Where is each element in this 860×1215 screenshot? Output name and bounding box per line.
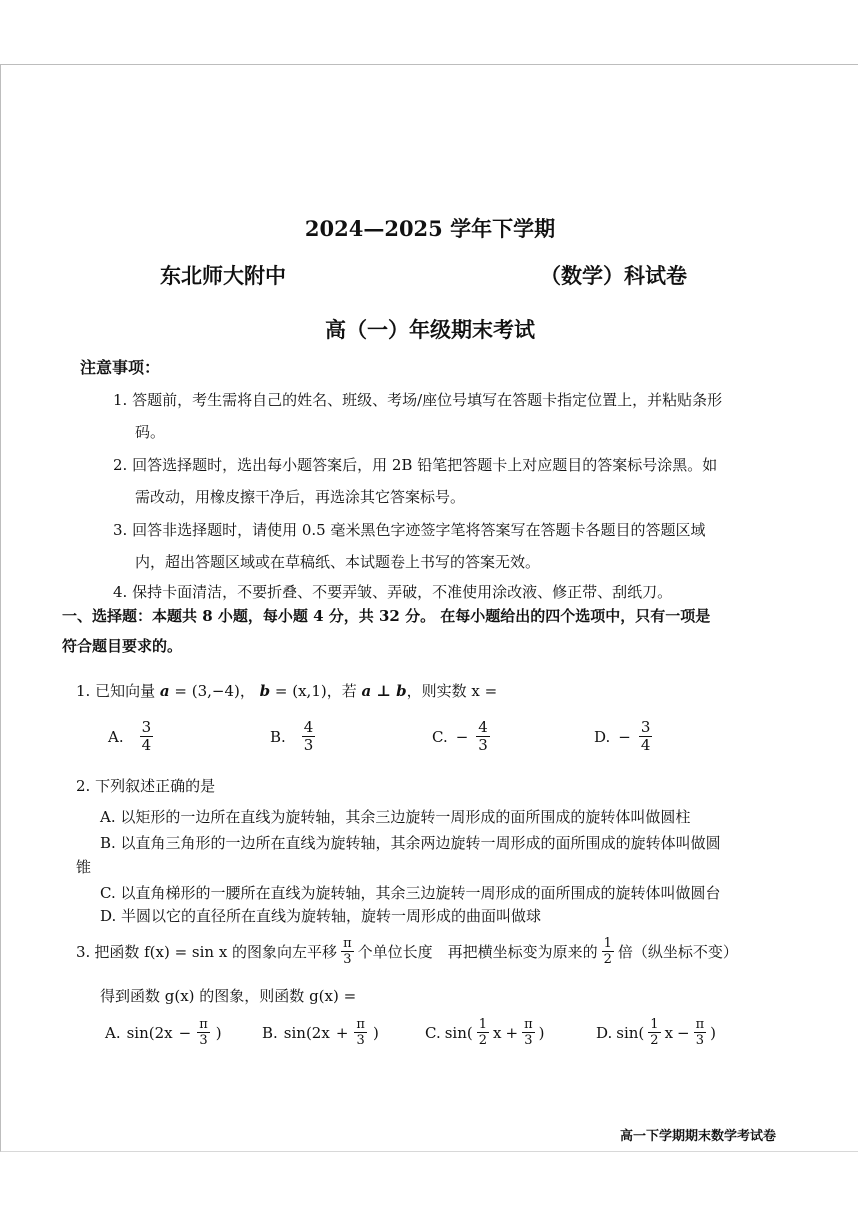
coefficient-fraction [477, 1018, 489, 1047]
exam-term-title: 2024—2025 学年下学期 [304, 216, 556, 241]
option-fraction [694, 1018, 707, 1047]
notice-item-1-cont: 码。 [135, 423, 166, 441]
question-3-text-2: 个单位长度 再把横坐标变为原来的 [357, 943, 598, 961]
numerator: π [356, 1017, 365, 1032]
numerator: 1 [478, 1017, 488, 1032]
question-2-stem: 2. 下列叙述正确的是 [76, 777, 216, 795]
notice-item-3 [113, 520, 706, 540]
option-fraction [140, 720, 154, 753]
notice-item-3-cont: 内，超出答题区域或在草稿纸、本试题卷上书写的答案无效。 [135, 553, 541, 571]
section-heading-cont: 符合题目要求的。 [62, 637, 183, 655]
q2-option-b-cont: 锥 [76, 858, 92, 876]
denominator: 3 [199, 1033, 208, 1048]
option-fraction [639, 720, 653, 753]
vector-a-value: = (3,−4)， [169, 682, 255, 700]
question-3-text-1: 把函数 f(x) = sin x 的图象向左平移 [94, 943, 338, 961]
shift-fraction [341, 937, 354, 966]
denominator: 4 [141, 736, 152, 754]
q1-option-b [270, 720, 315, 753]
q1-option-d [594, 720, 652, 753]
option-expr-post: ) [538, 1023, 545, 1042]
option-expr-pre: sin(2x [283, 1023, 330, 1042]
option-expr-post: ) [372, 1023, 379, 1042]
option-sign: + [505, 1023, 519, 1042]
notice-item-2 [113, 455, 717, 475]
option-sign: + [335, 1023, 349, 1042]
option-label: D. [594, 727, 611, 746]
coefficient-fraction [648, 1018, 660, 1047]
notice-item-1 [113, 390, 722, 410]
scale-fraction [602, 937, 614, 966]
denominator: 3 [303, 736, 314, 754]
vector-b: b [259, 682, 271, 700]
option-fraction [302, 720, 316, 753]
question-number: 1. [76, 682, 91, 700]
notice-item-4 [113, 582, 672, 602]
denominator: 3 [478, 736, 488, 754]
perpendicular-condition: a ⊥ b [361, 682, 407, 700]
denominator: 3 [356, 1033, 365, 1048]
denominator: 2 [650, 1033, 659, 1048]
notice-item-text: 回答非选择题时，请使用 0.5 毫米黑色字迹签字笔将答案写在答题卡各题目的答题区域 [132, 521, 706, 539]
section-heading: 一、选择题：本题共 8 小题，每小题 4 分，共 32 分。 在每小题给出的四个选项中，只有一项是 [62, 607, 711, 625]
denominator: 2 [603, 952, 612, 967]
denominator: 4 [640, 736, 651, 754]
numerator: π [695, 1017, 705, 1032]
option-expr-pre: sin( [616, 1023, 645, 1042]
page-footer: 高一下学期期末数学考试卷 [620, 1129, 777, 1144]
option-label: B. [262, 1023, 278, 1042]
question-1-stem [76, 680, 497, 701]
q1-option-a [108, 720, 153, 753]
numerator: 3 [141, 718, 152, 736]
notice-item-number: 1. [113, 391, 128, 409]
option-fraction [354, 1018, 367, 1047]
notice-item-number: 4. [113, 583, 128, 601]
q3-option-d [596, 1018, 716, 1047]
option-label: A. [108, 727, 124, 746]
q2-option-c: C. 以直角梯形的一腰所在直线为旋转轴，其余三边旋转一周形成的面所围成的旋转体叫做圆台 [100, 884, 721, 902]
question-3-stem [76, 937, 738, 966]
option-sign: − [618, 727, 631, 746]
denominator: 3 [695, 1033, 705, 1048]
numerator: π [524, 1017, 533, 1032]
q3-option-a [105, 1018, 222, 1047]
subject-title: （数学）科试卷 [540, 263, 687, 288]
option-sign: − [677, 1023, 690, 1042]
school-name: 东北师大附中 [160, 263, 286, 288]
q2-option-a: A. 以矩形的一边所在直线为旋转轴，其余三边旋转一周形成的面所围成的旋转体叫做圆柱 [100, 808, 691, 826]
numerator: π [199, 1017, 208, 1032]
option-sign: − [455, 727, 469, 746]
option-expr-post: ) [215, 1023, 222, 1042]
option-expr-pre: sin(2x [126, 1023, 173, 1042]
question-3-text-3: 倍（纵坐标不变） [617, 943, 738, 961]
numerator: π [343, 936, 352, 951]
option-label: A. [105, 1023, 121, 1042]
option-label: C. [432, 727, 448, 746]
grade-exam-title: 高（一）年级期末考试 [325, 317, 535, 342]
option-fraction [197, 1018, 210, 1047]
numerator: 1 [603, 936, 612, 951]
denominator: 2 [478, 1033, 488, 1048]
q2-option-d: D. 半圆以它的直径所在直线为旋转轴，旋转一周形成的曲面叫做球 [100, 907, 542, 925]
notice-item-text: 保持卡面清洁，不要折叠、不要弄皱、弄破，不准使用涂改液、修正带、刮纸刀。 [132, 583, 673, 601]
option-fraction [522, 1018, 535, 1047]
option-expr-post: ) [710, 1023, 717, 1042]
option-label: D. [596, 1023, 613, 1042]
question-number: 3. [76, 942, 91, 961]
option-sign: − [178, 1023, 192, 1042]
notice-item-text: 答题前，考生需将自己的姓名、班级、考场/座位号填写在答题卡指定位置上，并粘贴条形 [132, 391, 723, 409]
q1-option-c [432, 720, 490, 753]
notice-item-number: 2. [113, 456, 128, 474]
question-1-text-pre: 已知向量 [95, 682, 156, 700]
q2-option-b: B. 以直角三角形的一边所在直线为旋转轴，其余两边旋转一周形成的面所围成的旋转体叫做圆 [100, 834, 721, 852]
q3-option-b [262, 1018, 379, 1047]
notice-item-2-cont: 需改动，用橡皮擦干净后，再选涂其它答案标号。 [135, 488, 466, 506]
vector-a: a [159, 682, 170, 700]
notice-title: 注意事项： [80, 358, 161, 377]
q3-option-c [425, 1018, 544, 1047]
numerator: 4 [478, 718, 488, 736]
numerator: 1 [650, 1017, 659, 1032]
option-label: C. [425, 1023, 441, 1042]
notice-item-number: 3. [113, 521, 128, 539]
question-3-stem-cont: 得到函数 g(x) 的图象，则函数 g(x) = [100, 987, 357, 1005]
option-expr-mid: x [664, 1023, 674, 1042]
option-expr-mid: x [493, 1023, 502, 1042]
option-expr-pre: sin( [444, 1023, 473, 1042]
notice-item-text: 回答选择题时，选出每小题答案后，用 2B 铅笔把答题卡上对应题目的答案标号涂黑。如 [132, 456, 718, 474]
denominator: 3 [343, 952, 352, 967]
vector-b-value: = (x,1)，若 [270, 682, 357, 700]
denominator: 3 [524, 1033, 533, 1048]
numerator: 3 [640, 718, 651, 736]
numerator: 4 [303, 718, 314, 736]
question-1-text-post: ，则实数 x = [406, 682, 498, 700]
option-label: B. [270, 727, 286, 746]
option-fraction [476, 720, 490, 753]
